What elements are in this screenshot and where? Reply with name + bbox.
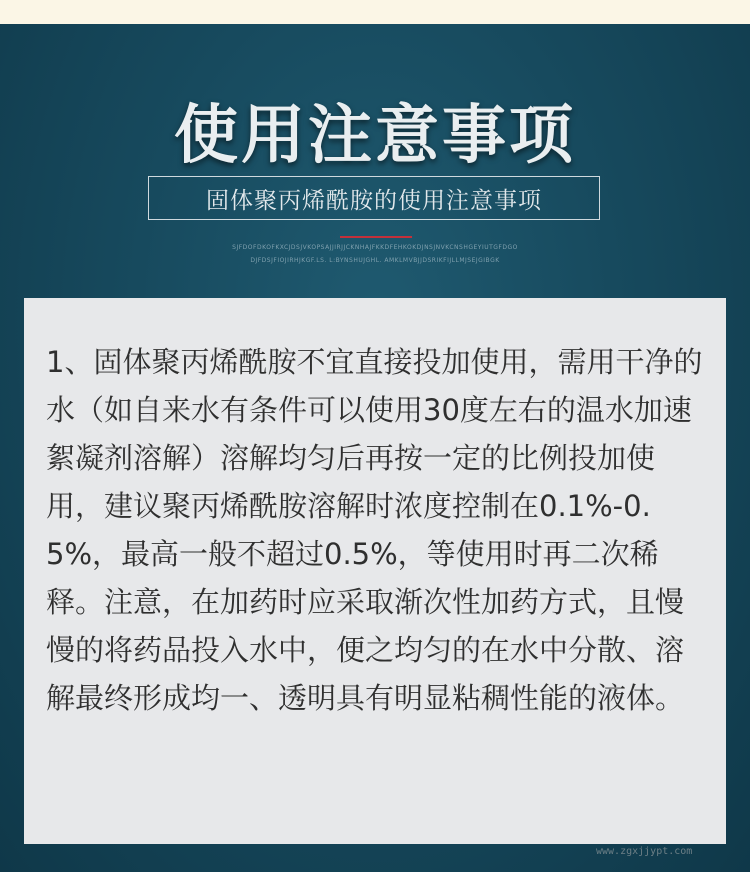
watermark: www.zgxjjypt.com xyxy=(596,846,693,857)
page-title: 使用注意事项 xyxy=(174,99,576,173)
top-strip xyxy=(0,0,750,24)
decorative-text-line-2: DJFDSJFIOJIRHJKGF.LS. L:BYNSHUJGHL. AMKLMVBJJDSRIKFIJLLMJSEJGIBGK xyxy=(250,257,500,264)
content-card xyxy=(24,298,726,844)
usage-note-paragraph: 1、固体聚丙烯酰胺不宜直接投加使用，需用干净的水（如自来水有条件可以使用30度左右的温水加速絮凝剂溶解）溶解均匀后再按一定的比例投加使用，建议聚丙烯酰胺溶解时浓度控制在0.1%-0.5%，最高一般不超过0.5%，等使用时再二次稀释。注意，在加药时应采取渐次性加药方式，且慢慢的将药品投入水中，便之均匀的在水中分散、溶解最终形成均一、透明具有明显粘稠性能的液体。 xyxy=(46,345,703,715)
accent-divider xyxy=(340,236,412,238)
subtitle: 固体聚丙烯酰胺的使用注意事项 xyxy=(206,187,542,214)
subtitle-box xyxy=(148,176,600,220)
decorative-text-line-1: SJFDOFDKOFKXCJDSJVKOPSAJJIRJJCKNHAJFKKDFEHKOKDJNSJNVKCNSHGEYIUTGFDGO xyxy=(232,244,518,251)
